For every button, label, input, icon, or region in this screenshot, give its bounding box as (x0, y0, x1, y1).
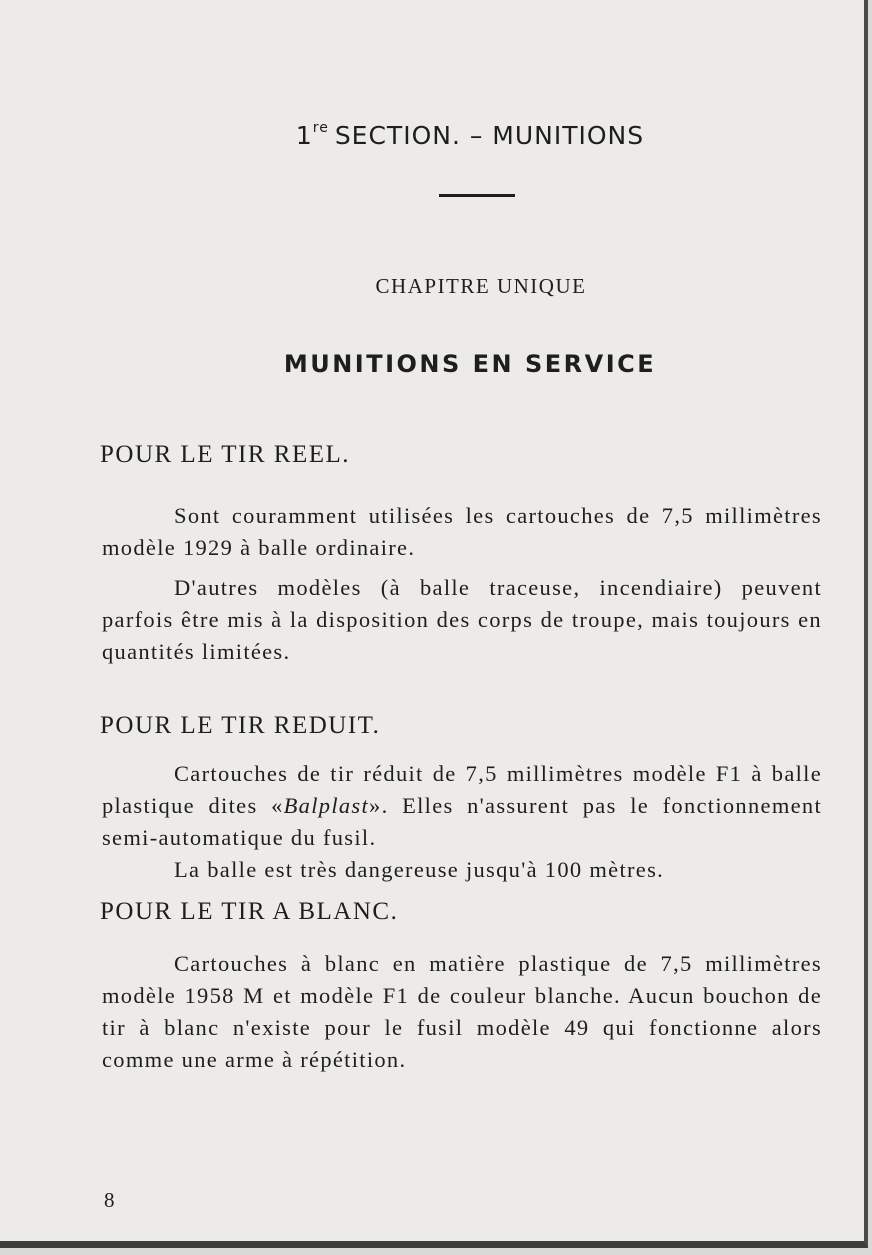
paragraph-tir-reduit-1 (102, 758, 822, 854)
paragraph-tir-reel-2: D'autres modèles (à balle traceuse, incendiaire) peuvent parfois être mis à la disposition des corps de troupe, mais toujours en quantités limitées. (102, 575, 822, 664)
title-rule (439, 194, 515, 197)
chapter-title: CHAPITRE UNIQUE (375, 274, 587, 298)
section-number: 1 (295, 121, 313, 150)
heading-tir-blanc: POUR LE TIR A BLANC. (100, 898, 399, 925)
paragraph-tir-reel-1: Sont couramment utilisées les cartouches de 7,5 millimètres modèle 1929 à balle ordinaire. (102, 503, 822, 560)
paragraph-tir-reduit-2: La balle est très dangereuse jusqu'à 100 mètres. (174, 857, 665, 882)
heading-tir-reduit: POUR LE TIR REDUIT. (100, 712, 381, 739)
main-title: MUNITIONS EN SERVICE (283, 350, 657, 378)
paragraph-tir-reduit-1-end: ». Elles n'assurent pas le fonctionnement semi-automatique du fusil. (102, 793, 823, 850)
section-title-text: SECTION. – MUNITIONS (334, 121, 645, 150)
section-title (0, 120, 872, 150)
paragraph-tir-blanc-1: Cartouches à blanc en matière plastique de 7,5 millimètres modèle 1958 M et modèle F1 de couleur blanche. Aucun bouchon de tir à blanc n'existe pour le fusil modèle 49 qui fonctionne alors comme une arme à répétition. (102, 951, 822, 1072)
section-number-superscript: re (312, 120, 329, 136)
page-number: 8 (104, 1188, 115, 1212)
balplast-italic: Balplast (283, 793, 370, 818)
heading-tir-reel: POUR LE TIR REEL. (100, 441, 351, 468)
paragraph-tir-reduit-1-start: Cartouches de tir réduit de 7,5 millimètres modèle F1 à balle plastique dites « (102, 761, 822, 818)
